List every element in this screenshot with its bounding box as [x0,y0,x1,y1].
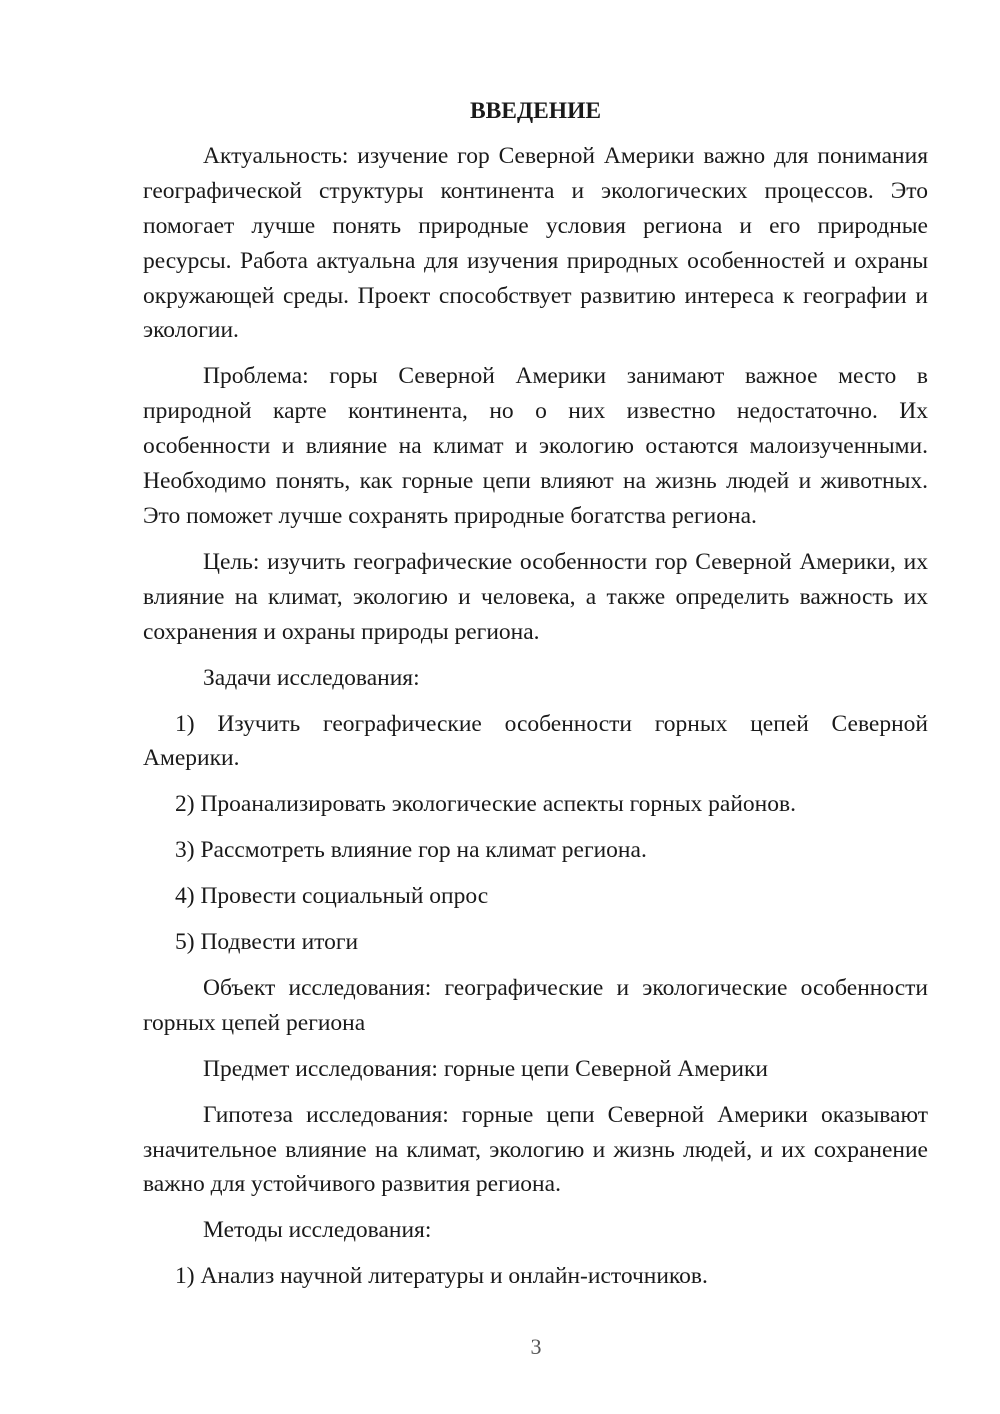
page-content [143,94,928,1294]
task-item: 4) Провести социальный опрос [175,883,489,910]
methods-heading: Методы исследования: [203,1217,432,1244]
goal-paragraph: Цель: изучить географические особенности гор Северной Америки, их влияние на климат, экологию и человека, а также определить важность их сохранения и охраны природы региона. [143,548,928,645]
task-item: 3) Рассмотреть влияние гор на климат региона. [175,837,647,864]
task-item: 1) Изучить географические особенности горных цепей Северной Америки. [143,710,928,772]
method-item: 1) Анализ научной литературы и онлайн-источников. [175,1263,708,1290]
problem-paragraph: Проблема: горы Северной Америки занимают важное место в природной карте континента, но о них известно недостаточно. Их особенности и влияние на климат и экологию остаются малоизученными. Необходимо понять, как горные цепи влияют на жизнь людей и животных. Это поможет лучше сохранять природные богатства региона. [143,363,928,529]
object-paragraph: Объект исследования: географические и экологические особенности горных цепей региона [143,974,928,1036]
task-item: 2) Проанализировать экологические аспекты горных районов. [175,791,796,818]
hypothesis-paragraph: Гипотеза исследования: горные цепи Северной Америки оказывают значительное влияние на климат, экологию и жизнь людей, и их сохранение важно для устойчивого развития региона. [143,1101,928,1198]
subject-paragraph: Предмет исследования: горные цепи Северной Америки [203,1055,768,1082]
page-title: ВВЕДЕНИЕ [469,98,602,124]
page-number: 3 [530,1334,542,1359]
task-item: 5) Подвести итоги [175,929,359,956]
tasks-heading: Задачи исследования: [203,664,420,691]
relevance-paragraph: Актуальность: изучение гор Северной Америки важно для понимания географической структуры континента и экологических процессов. Это помогает лучше понять природные условия региона и его природные ресурсы. Работа актуальна для изучения природных особенностей и охраны окружающей среды. Проект способствует развитию интереса к географии и экологии. [143,142,928,344]
